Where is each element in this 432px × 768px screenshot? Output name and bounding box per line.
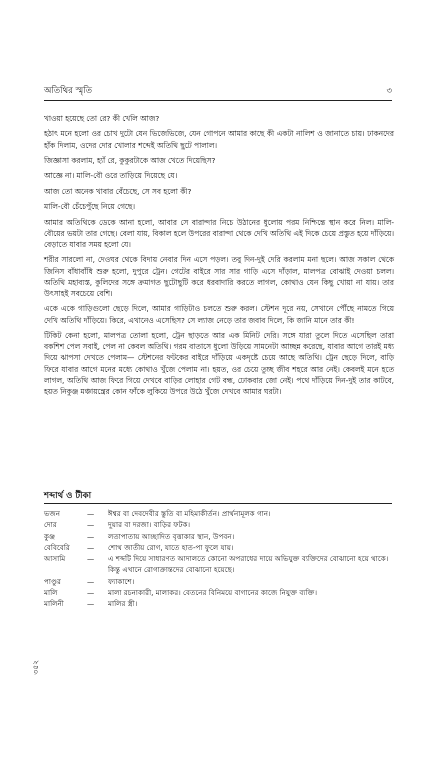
paragraph: হঠাৎ মনে হলো ওর চোখ দুটো যেন ভিজেভিজে, যেন গোপনে আমার কাছে কী একটা নালিশ ও জানাতে চায়। ঢাকনদের হাঁক দিলাম, ওদের দোর খোলার শব্দেই অতিথি ছুটে পালাল।: [44, 129, 394, 150]
glossary-term: আসামি: [44, 554, 66, 564]
glossary-term: দোর: [44, 520, 57, 530]
paragraph: মালি-বৌ চেঁচেপুঁছে নিয়ে গেছে।: [44, 202, 136, 212]
glossary-term: মালি: [44, 588, 58, 598]
glossary-dash: —: [87, 576, 95, 586]
paragraph: আজ তো অনেক খাবার বেঁচেছে, সে সব হলো কী?: [44, 186, 192, 196]
glossary-item: [44, 553, 394, 576]
glossary-item: [44, 587, 394, 598]
glossary-term: বেবিবেরি: [44, 542, 70, 552]
glossary-divider: [44, 503, 392, 504]
glossary-definition: এ শব্দটি দিয়ে সাধারণত আদালতে কোনো অপরাধের দায়ে অভিযুক্ত ব্যক্তিদের বোঝানো হয়ে থাকে। কিন্তু এখানে রোগাক্রান্তদের বোঝানো হয়েছে।: [108, 554, 389, 575]
side-page-number: ৩৫২: [31, 660, 40, 675]
glossary-dash: —: [87, 542, 95, 552]
glossary-term: কুঞ্জ: [44, 531, 56, 541]
glossary-definition: দুয়ার বা দরজা। বাড়ির ফটক।: [108, 520, 191, 530]
glossary-item: [44, 531, 394, 542]
running-header: [44, 84, 392, 98]
glossary-dash: —: [87, 509, 95, 518]
glossary-item: [44, 508, 394, 519]
glossary-item: [44, 576, 394, 587]
glossary-definition: মালা রচনাকারী, মালাকর। বেতনের বিনিময়ে বাগানের কাজে নিযুক্ত ব্যক্তি।: [108, 588, 318, 598]
glossary-item: [44, 542, 394, 553]
body-text: [44, 113, 394, 401]
glossary-dash: —: [87, 520, 95, 530]
glossary-dash: —: [87, 554, 95, 564]
glossary-term: মালিনী: [44, 599, 64, 609]
paragraph: জিজ্ঞাসা করলাম, হ্যাঁ রে, কুকুরটাকে আজ খেতে দিয়েছিস?: [44, 155, 216, 165]
glossary-dash: —: [87, 599, 95, 609]
page-number: ৩: [386, 86, 392, 96]
glossary-term: পাণ্ডুর: [44, 576, 62, 586]
header-divider: [44, 100, 392, 101]
paragraph: একে একে গাড়িগুলো ছেড়ে দিলে, আমার গাড়িটাও চলতে শুরু করল। স্টেশন দূরে নয়, সেখানে পৌঁছে নামতে গিয়ে দেখি অতিথি দাঁড়িয়ে। কিরে, এখানেও এসেছিস? সে ল্যাজ নেড়ে তার জবাব দিলে, কি জানি মানে তার কী!: [44, 304, 394, 325]
glossary-definition: শোথ জাতীয় রোগ, যাতে হাত-পা ফুলে যায়।: [108, 542, 234, 552]
paragraph: শরীর সারলো না, দেওঘর থেকে বিদায় নেবার দিন এসে পড়ল। তবু দিন-দুই দেরি করলাম মনা ছলে। আজ সকাল থেকে জিনিস বাঁধাবাঁধি শুরু হলো, দুপুরে ট্রেন। গেটের বাইরে সার সার গাড়ি এসে দাঁড়াল, মালপত্র বোঝাই দেওয়া চলল। অতিথি মহাব্যস্ত, কুলিদের সঙ্গে ক্রমাগত ছুটোছুটি করে ধরবাদারি করতে লাগল, কোথাও যেন কিছু খোয়া না যায়। তার উৎসাহই সবচেয়ে বেশি।: [44, 255, 394, 298]
glossary-definition: লতাপাতায় আচ্ছাদিত বৃত্তাকার স্থান, উপবন।: [108, 531, 235, 541]
paragraph: খাওয়া হয়েছে তো রে? কী খেলি আজ?: [44, 114, 160, 123]
glossary-item: [44, 519, 394, 530]
glossary-dash: —: [87, 588, 95, 598]
glossary-list: [44, 508, 394, 610]
glossary-definition: মালির স্ত্রী।: [108, 599, 138, 609]
chapter-title: অতিথির স্মৃতি: [44, 86, 92, 96]
glossary-item: [44, 598, 394, 609]
paragraph: টিকিট কেনা হলো, মালপত্র তোলা হলো, ট্রেন ছাড়তে আর এক মিনিট দেরি। সঙ্গে যারা তুলে দিতে এসেছিল তারা বকশিশ পেল সবাই, পেল না কেবল অতিথি। গরম বাতাসে ধুলো উড়িয়ে সামনেটা আচ্ছন্ন করেছে, যাবার আগে তারই মধ্য দিয়ে ঝাপসা দেখতে পেলাম— স্টেশনের ফটকের বাইরে দাঁড়িয়ে একদৃষ্টে চেয়ে আছে অতিথি। ট্রেন ছেড়ে দিলে, বাড়ি ফিরে যাবার আগে মনের মধ্যে কোথাও খুঁজে পেলাম না। হয়ত, ওর চেয়ে তুচ্ছ জীব শহরে আর নেই। কেবলই মনে হতে লাগল, অতিথি আজ ফিরে গিয়ে দেখবে বাড়ির লোহার গেট বন্ধ, ঢোকবার জো নেই। পথে দাঁড়িয়ে দিন-দুই তার কাটবে, হয়ত নিকুঞ্জ মঞ্চায়ন্ত্রের কোন ফাঁকে লুকিয়ে উপরে উঠে খুঁজে দেখবে আমার ঘরটা।: [44, 330, 394, 396]
glossary-definition: ঈশ্বর বা দেবদেবীর স্তুতি বা মহিমাকীর্তন। প্রার্থনামূলক গান।: [108, 509, 271, 518]
glossary-term: ভজন: [44, 509, 61, 518]
glossary-definition: ফ্যাকাশে।: [108, 576, 135, 586]
glossary-dash: —: [87, 531, 95, 541]
paragraph: আমার অতিথিকে ডেকে আনা হলো, আবার সে বারান্দার নিচে উঠানের ধুলোয় পরম নিশ্চিন্তে স্থান করে নিল। মালি-বৌয়ের ভয়টা তার গেছে। বেলা যায়, বিকাল হলে উপরের বারান্দা থেকে দেখি অতিথি এই দিকে চেয়ে প্রস্তুত হয়ে দাঁড়িয়ে। বেড়াতে যাবার সময় হলো যে।: [44, 217, 394, 249]
paragraph: আজ্ঞে না। মালি-বৌ ওরে তাড়িয়ে দিয়েছে যে।: [44, 171, 178, 181]
glossary-heading: শব্দার্থ ও টীকা: [44, 491, 92, 501]
